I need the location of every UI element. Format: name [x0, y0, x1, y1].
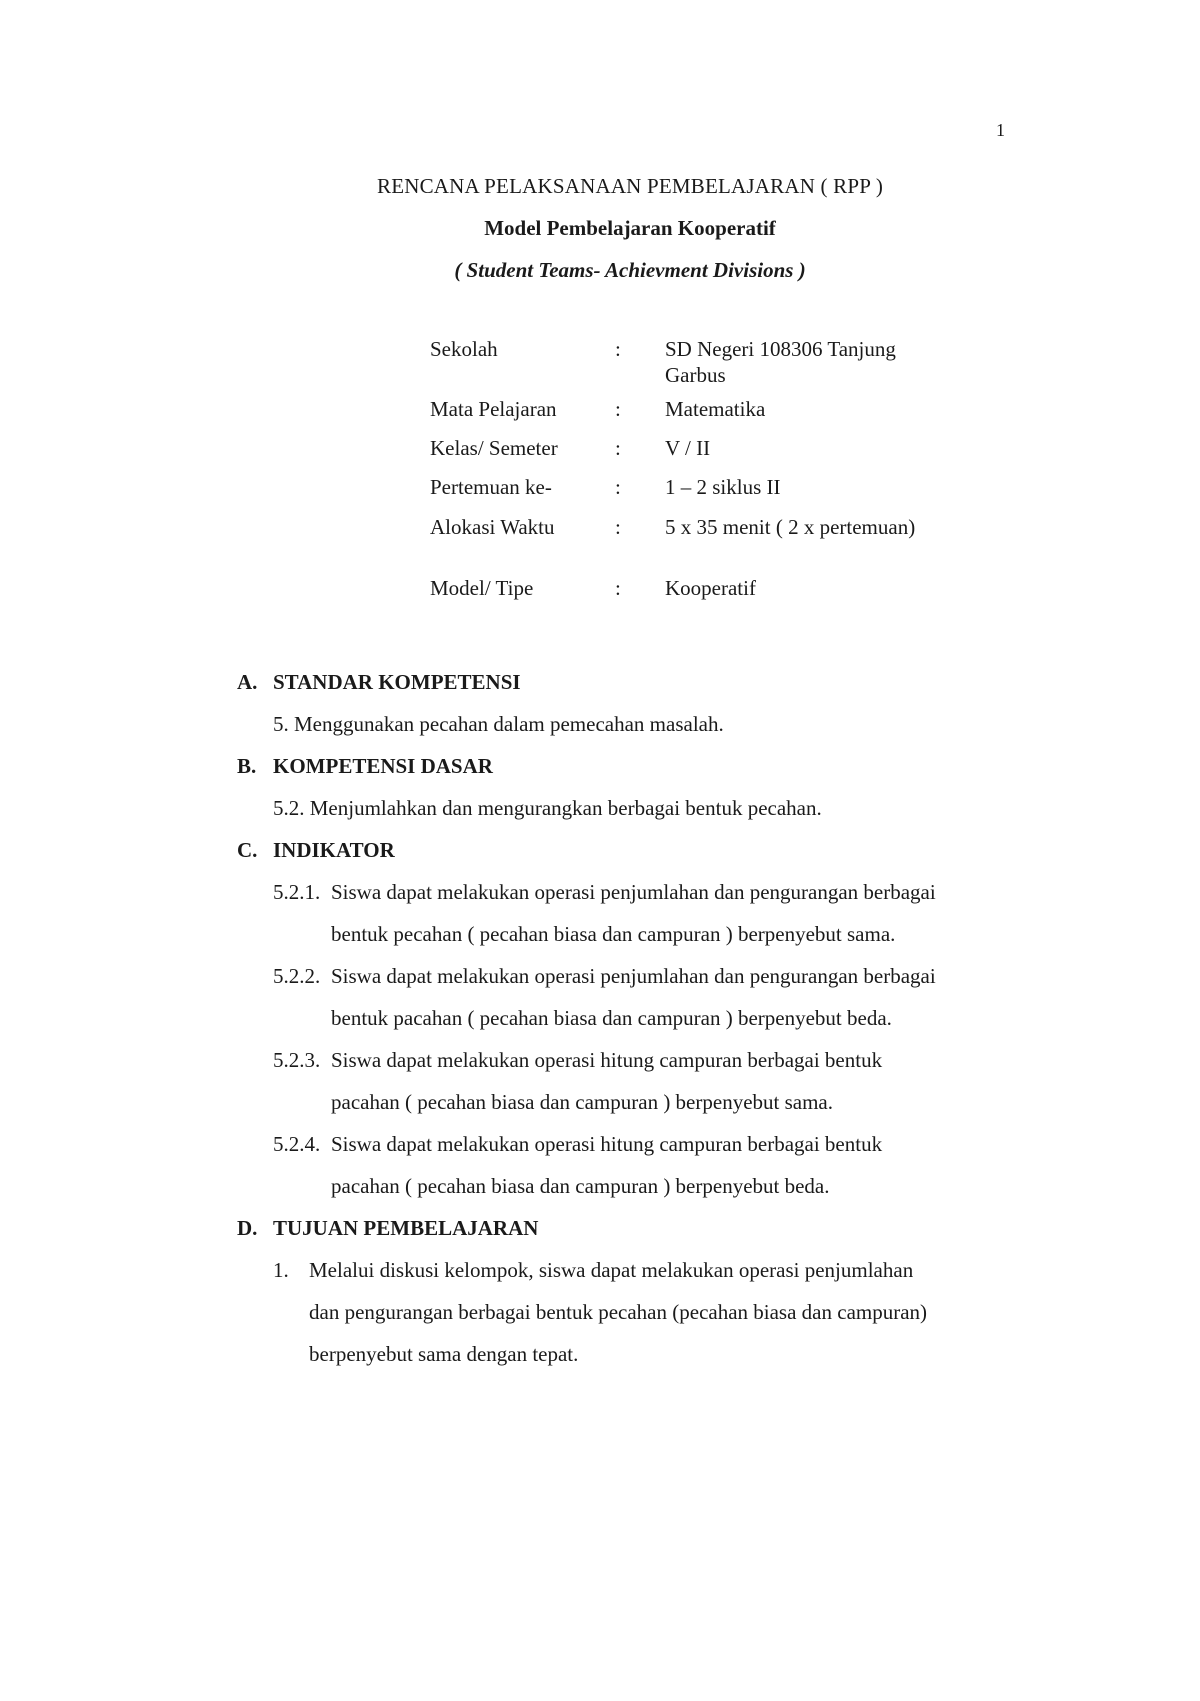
- indicator-text-cont: bentuk pecahan ( pecahan biasa dan campuran ) berpenyebut sama.: [331, 922, 896, 946]
- objective-text: Melalui diskusi kelompok, siswa dapat melakukan operasi penjumlahan: [309, 1258, 914, 1282]
- indicator-text: Siswa dapat melakukan operasi hitung campuran berbagai bentuk: [331, 1048, 883, 1072]
- section-letter: A.: [237, 670, 258, 694]
- model-type-subtitle: ( Student Teams- Achievment Divisions ): [454, 258, 806, 282]
- section-letter: D.: [237, 1216, 258, 1240]
- identity-row-class: [430, 435, 950, 474]
- identity-row-school: [430, 336, 950, 396]
- indicator-text-cont: bentuk pacahan ( pecahan biasa dan campuran ) berpenyebut beda.: [331, 1006, 892, 1030]
- identity-key: Sekolah: [430, 337, 498, 361]
- identity-value: 5 x 35 menit ( 2 x pertemuan): [665, 515, 916, 539]
- identity-key: Mata Pelajaran: [430, 397, 557, 421]
- identity-key: Model/ Tipe: [430, 576, 534, 600]
- indicator-number: 5.2.2.: [273, 964, 321, 988]
- indicator-text-cont: pacahan ( pecahan biasa dan campuran ) berpenyebut beda.: [331, 1174, 830, 1198]
- model-subtitle: Model Pembelajaran Kooperatif: [484, 216, 776, 240]
- indicator-text: Siswa dapat melakukan operasi penjumlahan dan pengurangan berbagai: [331, 880, 936, 904]
- identity-value: 1 – 2 siklus II: [665, 475, 781, 499]
- standard-competency-item: 5. Menggunakan pecahan dalam pemecahan masalah.: [273, 712, 724, 736]
- section-b-heading: [237, 754, 1057, 779]
- objective-text-cont: dan pengurangan berbagai bentuk pecahan (pecahan biasa dan campuran): [309, 1300, 928, 1324]
- identity-value: SD Negeri 108306 Tanjung Garbus: [665, 337, 896, 387]
- document-title: RENCANA PELAKSANAAN PEMBELAJARAN ( RPP ): [376, 174, 884, 198]
- section-title: KOMPETENSI DASAR: [273, 754, 493, 778]
- identity-value: V / II: [665, 436, 711, 460]
- indicator-text: Siswa dapat melakukan operasi penjumlahan dan pengurangan berbagai: [331, 964, 936, 988]
- basic-competency-item: 5.2. Menjumlahkan dan mengurangkan berbagai bentuk pecahan.: [273, 796, 822, 820]
- identity-row-meeting: [430, 474, 950, 514]
- identity-row-time: [430, 514, 950, 575]
- identity-colon: :: [615, 475, 621, 499]
- identity-colon: :: [615, 576, 621, 600]
- section-a-heading: [237, 670, 1057, 695]
- indicator-text: Siswa dapat melakukan operasi hitung campuran berbagai bentuk: [331, 1132, 883, 1156]
- indicator-number: 5.2.4.: [273, 1132, 321, 1156]
- identity-row-model: [430, 575, 950, 601]
- identity-key: Kelas/ Semeter: [430, 436, 558, 460]
- page-number: 1: [996, 120, 1005, 140]
- objective-text-cont: berpenyebut sama dengan tepat.: [309, 1342, 579, 1366]
- section-c-heading: [237, 838, 1057, 863]
- section-title: STANDAR KOMPETENSI: [273, 670, 521, 694]
- identity-value: Kooperatif: [665, 576, 756, 600]
- section-letter: C.: [237, 838, 258, 862]
- identity-key: Alokasi Waktu: [430, 515, 555, 539]
- identity-row-subject: [430, 396, 950, 435]
- identity-colon: :: [615, 337, 621, 361]
- section-letter: B.: [237, 754, 257, 778]
- identity-key: Pertemuan ke-: [430, 475, 552, 499]
- identity-table: [430, 336, 950, 601]
- indicator-number: 5.2.3.: [273, 1048, 321, 1072]
- identity-colon: :: [615, 436, 621, 460]
- identity-colon: :: [615, 515, 621, 539]
- section-title: INDIKATOR: [273, 838, 395, 862]
- indicator-number: 5.2.1.: [273, 880, 321, 904]
- section-title: TUJUAN PEMBELAJARAN: [273, 1216, 539, 1240]
- indicator-text-cont: pacahan ( pecahan biasa dan campuran ) berpenyebut sama.: [331, 1090, 834, 1114]
- objective-number: 1.: [273, 1258, 289, 1282]
- identity-value: Matematika: [665, 397, 766, 421]
- section-d-heading: [237, 1216, 1057, 1241]
- identity-colon: :: [615, 397, 621, 421]
